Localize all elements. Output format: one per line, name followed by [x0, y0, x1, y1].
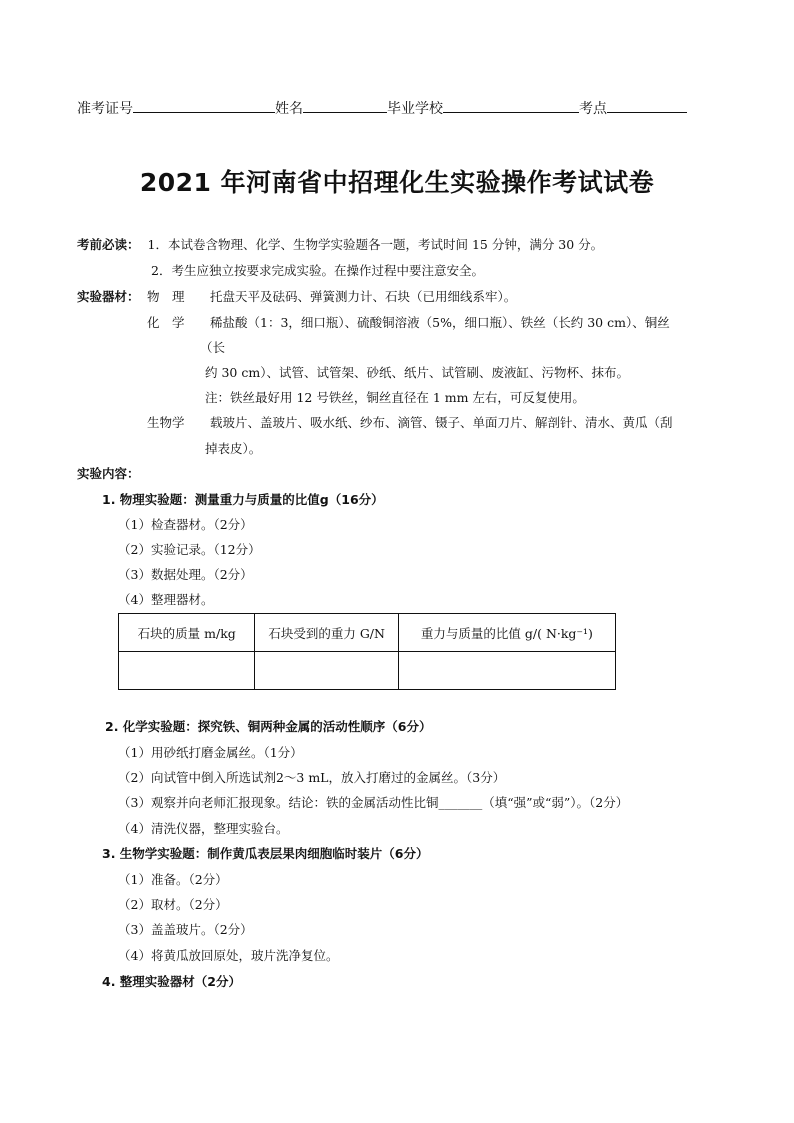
- q2-step: （2）向试管中倒入所选试剂2～3 mL，放入打磨过的金属丝。（3分）: [118, 770, 506, 785]
- gravity-answer-cell[interactable]: [255, 652, 398, 690]
- notice-block: [77, 235, 603, 253]
- table-header-ratio: 重力与质量的比值 g/( N·kg⁻¹): [398, 614, 615, 652]
- q1-step: （4）整理器材。: [118, 592, 214, 607]
- q4-title: 4. 整理实验器材（2分）: [102, 974, 241, 989]
- table-header-mass: 石块的质量 m/kg: [119, 614, 255, 652]
- site-label: 考点: [579, 101, 607, 117]
- physics-label: 物 理: [147, 289, 185, 304]
- q2-title: 2. 化学实验题：探究铁、铜两种金属的活动性顺序（6分）: [105, 719, 432, 734]
- biology-label: 生物学: [147, 415, 185, 430]
- chemistry-note: 注：铁丝最好用 12 号铁丝，铜丝直径在 1 mm 左右，可反复使用。: [205, 390, 585, 405]
- notice-label: 考前必读：: [77, 237, 140, 252]
- physics-record-table: [118, 613, 616, 690]
- table-row: [119, 652, 616, 690]
- q3-title: 3. 生物学实验题：制作黄瓜表层果肉细胞临时装片（6分）: [102, 846, 429, 861]
- mass-answer-cell[interactable]: [119, 652, 255, 690]
- chemistry-label: 化 学: [147, 315, 185, 330]
- q2-step: （1）用砂纸打磨金属丝。（1分）: [118, 745, 303, 760]
- biology-equipment-line1: 载玻片、盖玻片、吸水纸、纱布、滴管、镊子、单面刀片、解剖针、清水、黄瓜（刮: [210, 415, 673, 430]
- notice-item-2: 2．考生应独立按要求完成实验。在操作过程中要注意安全。: [151, 263, 484, 278]
- table-header-gravity: 石块受到的重力 G/N: [255, 614, 398, 652]
- content-label: 实验内容：: [77, 466, 140, 481]
- q3-step: （1）准备。（2分）: [118, 872, 228, 887]
- site-blank[interactable]: [607, 98, 687, 113]
- ratio-answer-cell[interactable]: [398, 652, 615, 690]
- equipment-label: 实验器材：: [77, 289, 140, 304]
- q1-title: 1. 物理实验题：测量重力与质量的比值g（16分）: [102, 492, 384, 507]
- name-blank[interactable]: [303, 98, 387, 113]
- school-blank[interactable]: [443, 98, 579, 113]
- physics-equipment: 托盘天平及砝码、弹簧测力计、石块（已用细线系牢）。: [210, 289, 517, 304]
- q3-step: （2）取材。（2分）: [118, 897, 228, 912]
- chemistry-equipment-line1: 稀盐酸（1：3，细口瓶）、硫酸铜溶液（5%，细口瓶）、铁丝（长约 30 cm）、铜丝: [210, 315, 670, 330]
- exam-id-label: 准考证号: [77, 101, 133, 117]
- notice-item-1: 1．本试卷含物理、化学、生物学实验题各一题，考试时间 15 分钟，满分 30 分。: [147, 237, 604, 252]
- q2-step: （3）观察并向老师汇报现象。结论：铁的金属活动性比铜_______（填“强”或“弱”）。（2分）: [118, 795, 629, 810]
- chemistry-equipment-line2: （长: [200, 340, 226, 355]
- school-label: 毕业学校: [387, 101, 443, 117]
- candidate-info-line: [77, 98, 717, 118]
- q1-step: （3）数据处理。（2分）: [118, 567, 253, 582]
- exam-id-blank[interactable]: [133, 98, 275, 113]
- q3-step: （3）盖盖玻片。（2分）: [118, 922, 253, 937]
- name-label: 姓名: [275, 101, 303, 117]
- table-header-row: [119, 614, 616, 652]
- chemistry-equipment-line3: 约 30 cm）、试管、试管架、砂纸、纸片、试管刷、废液缸、污物杯、抹布。: [205, 365, 629, 380]
- q3-step: （4）将黄瓜放回原处，玻片洗净复位。: [118, 948, 339, 963]
- q1-step: （1）检查器材。（2分）: [118, 517, 253, 532]
- page-title: 2021 年河南省中招理化生实验操作考试试卷: [139, 168, 655, 197]
- biology-equipment-line2: 掉表皮）。: [205, 441, 262, 456]
- q2-step: （4）清洗仪器，整理实验台。: [118, 821, 289, 836]
- q1-step: （2）实验记录。（12分）: [118, 542, 261, 557]
